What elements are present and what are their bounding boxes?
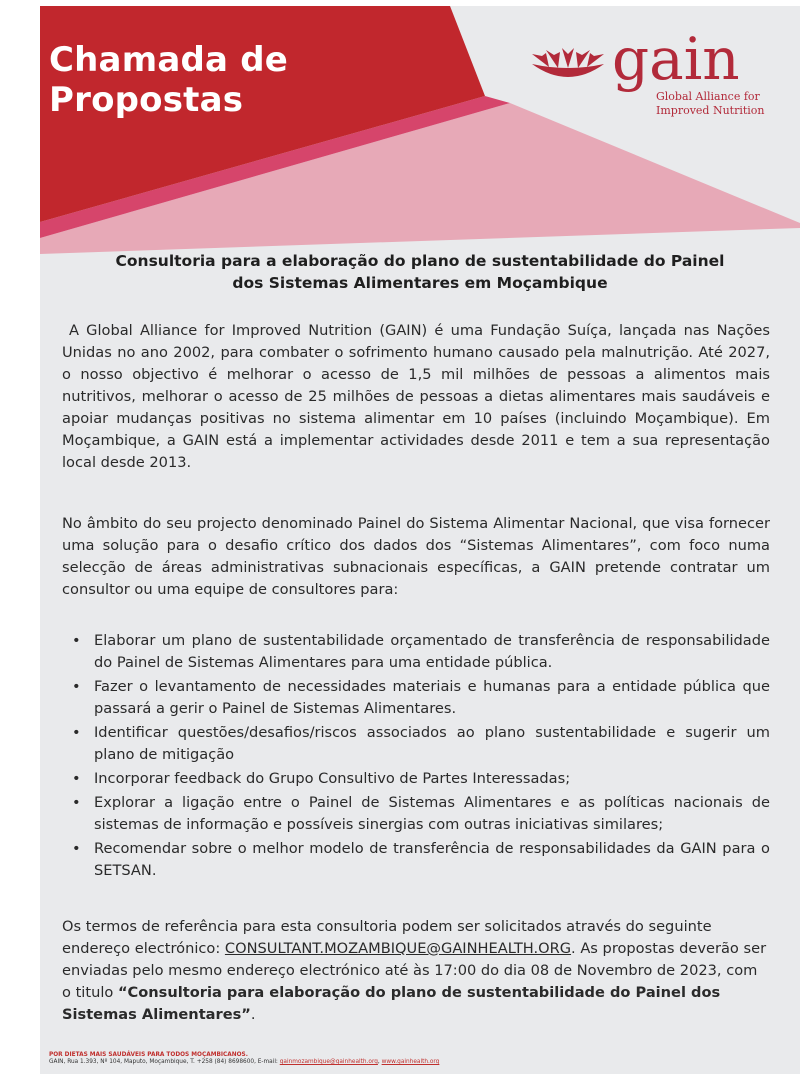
title-line-2: dos Sistemas Alimentares em Moçambique bbox=[232, 274, 608, 292]
task-item: • Explorar a ligação entre o Painel de Sistemas Alimentares e as políticas nacionais de sistemas de informação e possíveis sinergias com outras iniciativas similares; bbox=[62, 792, 770, 836]
footer-slogan: POR DIETAS MAIS SAUDÁVEIS PARA TODOS MOÇAMBICANOS. bbox=[49, 1052, 248, 1058]
gain-logo bbox=[528, 25, 778, 126]
closing-text-2: . As propostas deverão ser enviadas pelo mesmo endereço electrónico até às 17:00 do dia 08 de Novembro de 2023, com o titulo bbox=[62, 940, 767, 1001]
leaf-bowl-icon bbox=[528, 42, 608, 86]
project-paragraph: No âmbito do seu projecto denominado Painel do Sistema Alimentar Nacional, que visa fornecer uma solução para o desafio crítico dos dados dos “Sistemas Alimentares”, com foco numa selecção de áreas administrativas subnacionais específicas, a GAIN pretende contratar um consultor ou uma equipe de consultores para: bbox=[62, 515, 770, 598]
heading-line-2: Propostas bbox=[49, 80, 244, 120]
footer-email-link[interactable]: gainmozambique@gainhealth.org bbox=[279, 1059, 378, 1065]
call-for-proposals-heading bbox=[49, 40, 288, 120]
task-item: • Elaborar um plano de sustentabilidade orçamentado de transferência de responsabilidade do Painel de Sistemas Alimentares para uma entidade pública. bbox=[62, 630, 770, 674]
footer-website-link[interactable]: www.gainhealth.org bbox=[381, 1059, 440, 1065]
closing-paragraph bbox=[62, 916, 770, 1026]
task-item: • Identificar questões/desafios/riscos associados ao plano sustentabilidade e sugerir um plano de mitigação bbox=[62, 722, 770, 766]
closing-text-1: Os termos de referência para esta consultoria podem ser solicitados através do seguinte endereço electrónico: bbox=[62, 918, 712, 957]
logo-tagline-line-2: Improved Nutrition bbox=[656, 104, 765, 117]
proposal-title-bold: “Consultoria para elaboração do plano de sustentabilidade do Painel dos Sistemas Alimentares” bbox=[62, 984, 721, 1023]
tasks-list bbox=[62, 630, 770, 884]
heading-line-1: Chamada de bbox=[49, 40, 288, 80]
footer bbox=[49, 1052, 439, 1066]
footer-address-text: GAIN, Rua 1.393, Nº 104, Maputo, Moçambique, T. +258 (84) 8698600, E-mail: bbox=[49, 1059, 280, 1065]
footer-separator: , bbox=[377, 1059, 382, 1065]
title-line-1: Consultoria para a elaboração do plano de sustentabilidade do Painel bbox=[115, 252, 725, 270]
logo-tagline bbox=[656, 90, 765, 118]
intro-paragraph: A Global Alliance for Improved Nutrition (GAIN) é uma Fundação Suíça, lançada nas Nações Unidas no ano 2002, para combater o sofrimento humano causado pela malnutrição. Até 2027, o nosso objectivo é melhorar o acesso de 1,5 mil milhões de pessoas a alimentos mais nutritivos, melhorar o acesso de 25 milhões de pessoas a dietas alimentares mais saudáveis e apoiar mudanças positivas no sistema alimentar em 10 países (incluindo Moçambique). Em Moçambique, a GAIN está a implementar actividades desde 2011 e tem a sua representação local desde 2013. bbox=[62, 322, 770, 471]
task-item: • Recomendar sobre o melhor modelo de transferência de responsabilidades da GAIN para o SETSAN. bbox=[62, 838, 770, 882]
closing-end: . bbox=[250, 1006, 256, 1023]
logo-wordmark: gain bbox=[612, 25, 740, 93]
consultancy-title bbox=[60, 250, 780, 294]
footer-address bbox=[49, 1059, 439, 1066]
task-item: • Incorporar feedback do Grupo Consultivo de Partes Interessadas; bbox=[62, 768, 770, 790]
document-page bbox=[40, 6, 800, 1074]
logo-tagline-line-1: Global Alliance for bbox=[656, 90, 760, 103]
task-item: • Fazer o levantamento de necessidades materiais e humanas para a entidade pública que passará a gerir o Painel de Sistemas Alimentares. bbox=[62, 676, 770, 720]
contact-email-link[interactable]: CONSULTANT.MOZAMBIQUE@GAINHEALTH.ORG bbox=[224, 940, 572, 957]
